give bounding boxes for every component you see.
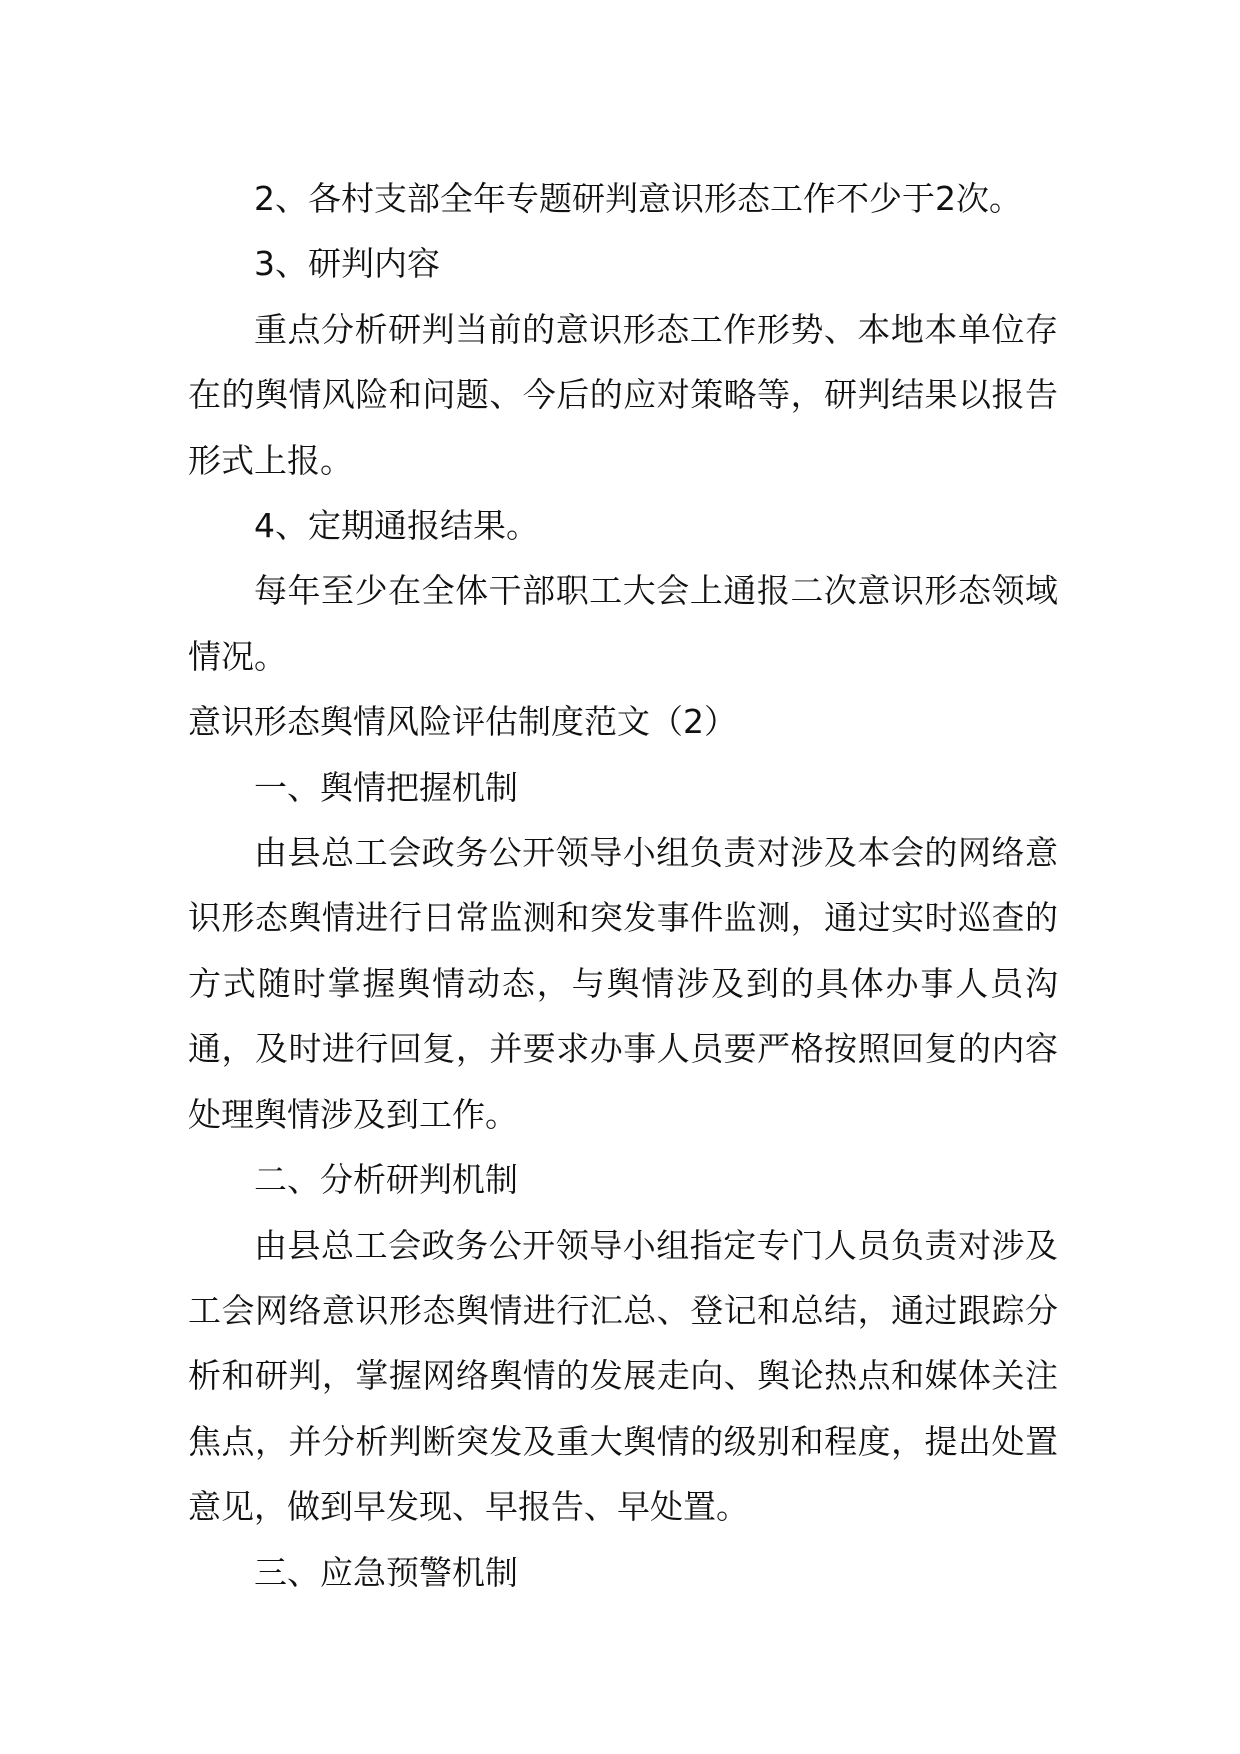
paragraph-heading-mechanism-1: 一、舆情把握机制 (254, 767, 518, 807)
section-title: 意识形态舆情风险评估制度范文（2） (188, 702, 737, 742)
paragraph-research-focus: 重点分析研判当前的意识形态工作形势、本地本单位存在的舆情风险和问题、今后的应对策略等，研判结果以报告形式上报。 (188, 309, 1058, 480)
paragraph-heading-mechanism-3: 三、应急预警机制 (254, 1552, 518, 1592)
paragraph-analysis: 由县总工会政务公开领导小组指定专门人员负责对涉及工会网络意识形态舆情进行汇总、登记和总结，通过跟踪分析和研判，掌握网络舆情的发展走向、舆论热点和媒体关注焦点，并分析判断突发及重大舆情的级别和程度，提出处置意见，做到早发现、早报告、早处置。 (188, 1225, 1058, 1527)
paragraph-monitoring: 由县总工会政务公开领导小组负责对涉及本会的网络意识形态舆情进行日常监测和突发事件监测，通过实时巡查的方式随时掌握舆情动态，与舆情涉及到的具体办事人员沟通，及时进行回复，并要求办事人员要严格按照回复的内容处理舆情涉及到工作。 (188, 833, 1058, 1134)
paragraph-heading-mechanism-2: 二、分析研判机制 (254, 1160, 518, 1200)
paragraph-heading-research-content: 3、研判内容 (254, 244, 440, 284)
paragraph-heading-report-results: 4、定期通报结果。 (254, 506, 539, 546)
document-body (188, 166, 1058, 1605)
paragraph-item-2-ideology-twice: 2、各村支部全年专题研判意识形态工作不少于2次。 (254, 179, 1022, 218)
paragraph-annual-report: 每年至少在全体干部职工大会上通报二次意识形态领域情况。 (188, 571, 1058, 676)
